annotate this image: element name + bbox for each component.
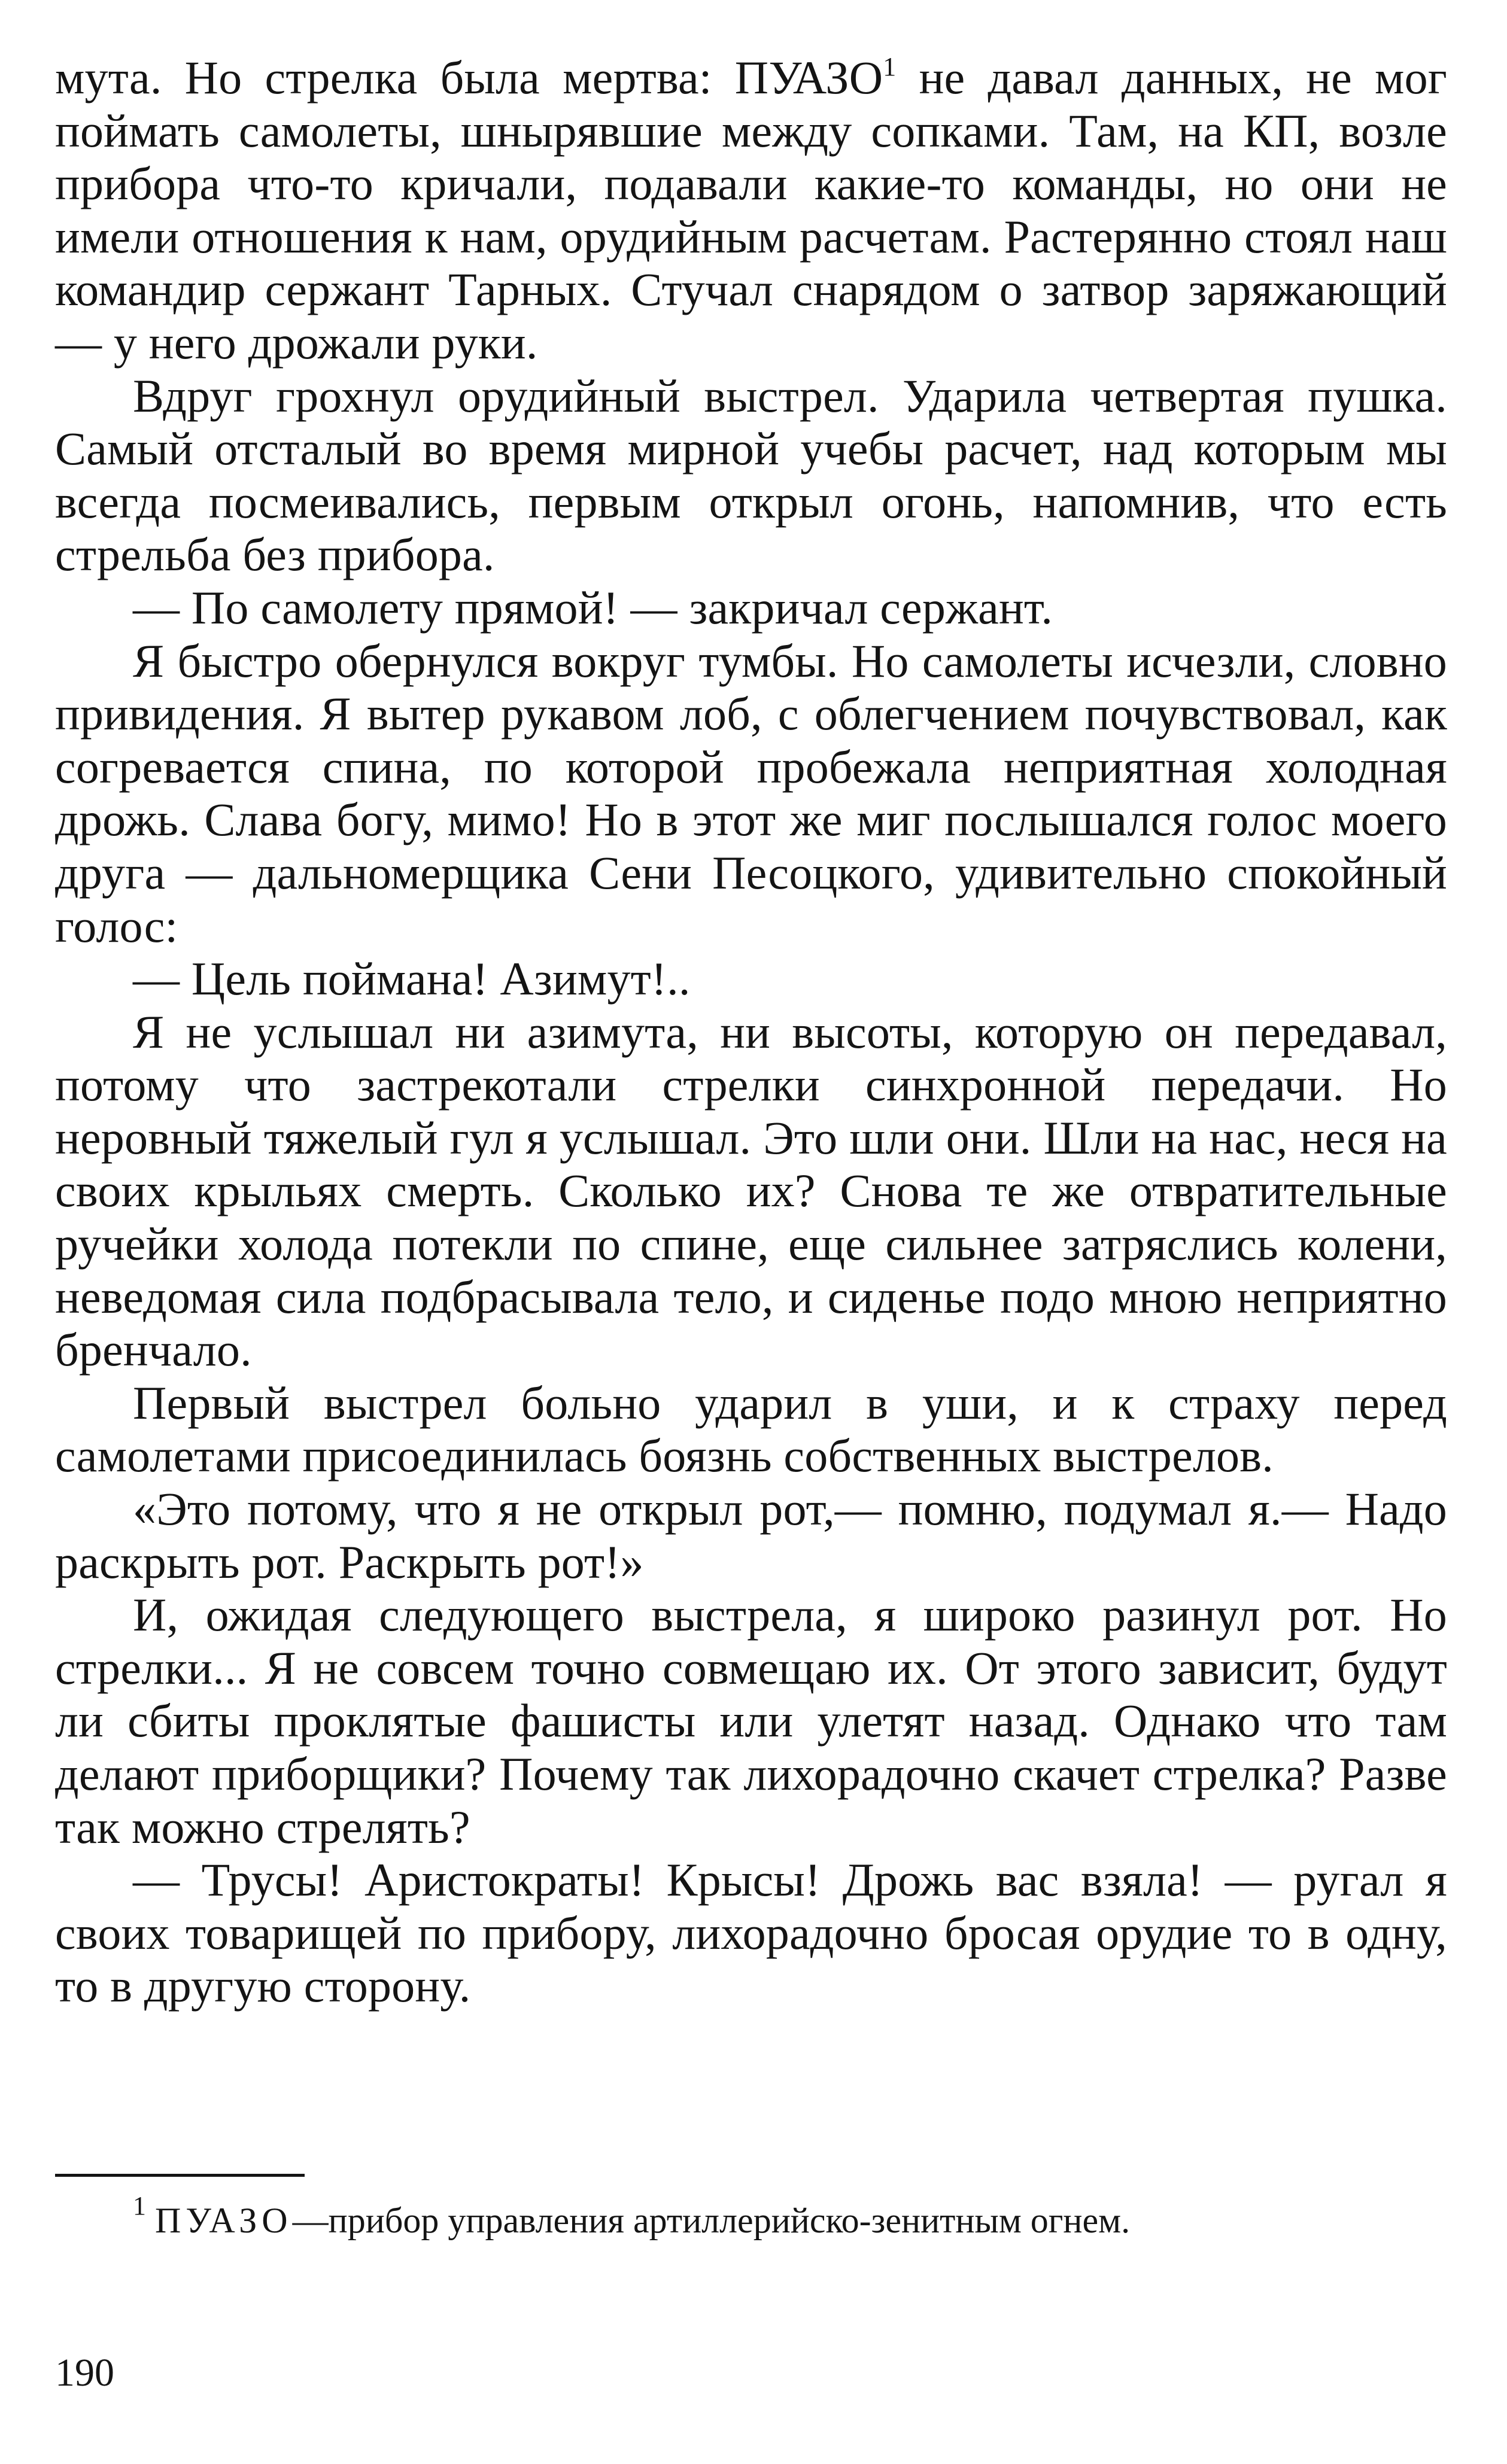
paragraph-7: Первый выстрел больно ударил в уши, и к страху перед самолетами присоединилась боязнь собственных выстрелов. <box>55 1376 1447 1482</box>
footnote-divider <box>55 2174 305 2177</box>
paragraph-2: Вдруг грохнул орудийный выстрел. Ударила четвертая пушка. Самый отсталый во время мирной учебы расчет, над которым мы всегда посмеивались, первым открыл огонь, напомнив, что есть стрельба без прибора. <box>55 369 1447 581</box>
paragraph-1 <box>55 51 1447 370</box>
footnote <box>55 2191 1447 2244</box>
footnote-ref: 1 <box>883 52 897 81</box>
paragraph-3: — По самолету прямой! — закричал сержант. <box>133 581 1053 634</box>
footnote-text: —прибор управления артиллерийско-зенитным огнем. <box>292 2201 1131 2240</box>
paragraph-9: И, ожидая следующего выстрела, я широко разинул рот. Но стрелки... Я не совсем точно совмещаю их. От этого зависит, будут ли сбиты проклятые фашисты или улетят назад. Однако что там делают приборщики? Почему так лихорадочно скачет стрелка? Разве так можно стрелять? <box>55 1589 1447 1853</box>
paragraph-1-text-cont: не давал данных, не мог поймать самолеты, шнырявшие между сопками. Там, на КП, возле прибора что-то кричали, подавали какие-то команды, но они не имели отношения к нам, орудийным расчетам. Растерянно стоял наш командир сержант Тарных. Стучал снарядом о затвор заряжающий — у него дрожали руки. <box>55 51 1447 369</box>
paragraph-1-text: мута. Но стрелка была мертва: ПУАЗО <box>55 51 883 104</box>
paragraph-10: — Трусы! Аристократы! Крысы! Дрожь вас взяла! — ругал я своих товарищей по прибору, лихорадочно бросая орудие то в одну, то в другую сторону. <box>55 1854 1447 2012</box>
paragraph-4: Я быстро обернулся вокруг тумбы. Но самолеты исчезли, словно привидения. Я вытер рукавом лоб, с облегчением почувствовал, как согревается спина, по которой пробежала неприятная холодная дрожь. Слава богу, мимо! Но в этот же миг послышался голос моего друга — дальномерщика Сени Песоцкого, удивительно спокойный голос: <box>55 634 1447 952</box>
paragraph-8: «Это потому, что я не открыл рот,— помню, подумал я.— Надо раскрыть рот. Раскрыть рот!» <box>55 1483 1447 1588</box>
footnote-term: ПУАЗО <box>155 2201 293 2240</box>
paragraph-5: — Цель поймана! Азимут!.. <box>133 953 691 1005</box>
page-number: 190 <box>55 2351 114 2395</box>
main-text <box>55 51 1447 2013</box>
paragraph-6: Я не услышал ни азимута, ни высоты, которую он передавал, потому что застрекотали стрелки синхронной передачи. Но неровный тяжелый гул я услышал. Это шли они. Шли на нас, неся на своих крыльях смерть. Сколько их? Снова те же отвратительные ручейки холода потекли по спине, еще сильнее затряслись колени, неведомая сила подбрасывала тело, и сиденье подо мною неприятно бренчало. <box>55 1005 1447 1376</box>
footnote-marker: 1 <box>133 2191 146 2220</box>
